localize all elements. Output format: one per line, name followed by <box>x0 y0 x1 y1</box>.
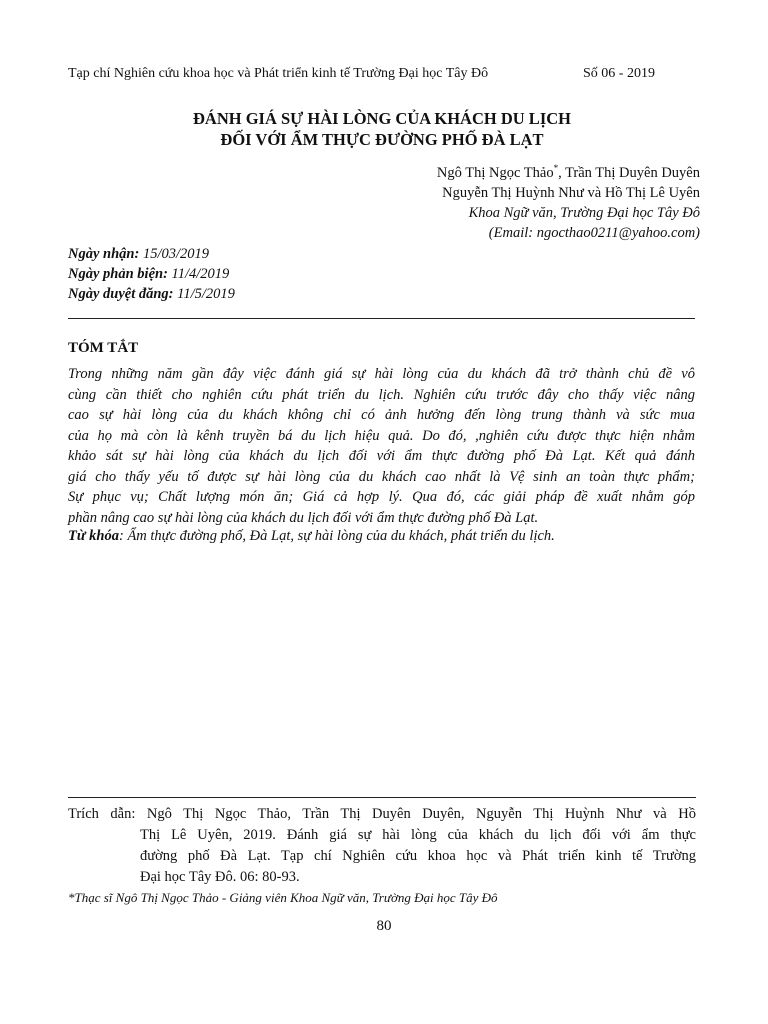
citation <box>68 804 696 888</box>
footnote: *Thạc sĩ Ngô Thị Ngọc Thảo - Giảng viên Khoa Ngữ văn, Trường Đại học Tây Đô <box>68 890 498 905</box>
citation-line: đường phố Đà Lạt. Tạp chí Nghiên cứu khoa học và Phát triển kinh tế Trường <box>140 848 696 864</box>
abstract-heading: TÓM TẮT <box>68 340 139 356</box>
citation-line: Trích dẫn: Ngô Thị Ngọc Thảo, Trần Thị Duyên Duyên, Nguyễn Thị Huỳnh Như và Hồ <box>68 806 696 822</box>
author-second: , Trần Thị Duyên Duyên <box>558 164 700 181</box>
article-dates <box>68 244 235 304</box>
footer-divider <box>68 797 696 798</box>
abstract-line: Trong những năm gần đây việc đánh giá sự hài lòng của du khách đã trở thành chủ đề vô <box>68 366 695 382</box>
citation-line: Đại học Tây Đô. 06: 80-93. <box>140 869 300 885</box>
abstract-line: cùng cần thiết cho nghiên cứu phát triển du lịch. Nghiên cứu trước đây cho thấy việc nâng <box>68 386 695 403</box>
abstract-line: của họ mà còn là kênh truyền bá du lịch hiệu quả. Do đó, ,nghiên cứu được thực hiện nhằm <box>68 427 695 444</box>
abstract-line: phần nâng cao sự hài lòng của khách du lịch đối với ẩm thực đường phố Đà Lạt. <box>68 509 539 526</box>
author-email: (Email: ngocthao0211@yahoo.com) <box>488 224 700 241</box>
author-first: Ngô Thị Ngọc Thảo <box>436 164 554 181</box>
keywords <box>68 528 695 545</box>
citation-line: Thị Lê Uyên, 2019. Đánh giá sự hài lòng của khách du lịch đối với ẩm thực <box>140 827 696 843</box>
date-received-label: Ngày nhận: <box>68 246 140 262</box>
abstract-line: giá cho thấy yếu tố được sự hài lòng của du khách cao nhất là Vệ sinh an toàn thực phẩm; <box>68 468 695 485</box>
author-block <box>437 158 700 243</box>
date-reviewed <box>68 264 235 284</box>
running-header <box>68 66 655 82</box>
date-reviewed-value: 11/4/2019 <box>167 266 230 282</box>
date-accepted-value: 11/5/2019 <box>173 286 235 302</box>
journal-name: Tạp chí Nghiên cứu khoa học và Phát triển kinh tế Trường Đại học Tây Đô <box>68 66 489 81</box>
keywords-label: Từ khóa <box>68 528 119 544</box>
title-line-2: ĐỐI VỚI ẨM THỰC ĐƯỜNG PHỐ ĐÀ LẠT <box>220 130 544 149</box>
date-received-value: 15/03/2019 <box>139 246 209 262</box>
issue-number: Số 06 - 2019 <box>583 66 655 81</box>
date-accepted <box>68 284 235 304</box>
authors-line-2: Nguyễn Thị Huỳnh Như và Hồ Thị Lê Uyên <box>442 184 700 201</box>
date-received <box>68 244 235 264</box>
abstract-line: khảo sát sự hài lòng của khách du lịch đối với ẩm thực đường phố Đà Lạt. Kết quả đánh <box>68 448 695 464</box>
title-line-1: ĐÁNH GIÁ SỰ HÀI LÒNG CỦA KHÁCH DU LỊCH <box>192 109 571 128</box>
keywords-text: : Ẩm thực đường phố, Đà Lạt, sự hài lòng của du khách, phát triển du lịch. <box>118 528 555 544</box>
section-divider <box>68 318 695 319</box>
authors-line-1 <box>437 158 700 183</box>
abstract-line: Sự phục vụ; Chất lượng món ăn; Giá cả hợp lý. Qua đó, các giải pháp đề xuất nhằm góp <box>68 489 695 505</box>
page-number: 80 <box>376 918 392 934</box>
affiliation: Khoa Ngữ văn, Trường Đại học Tây Đô <box>468 204 700 221</box>
paper-title <box>68 108 696 150</box>
abstract-line: cao sự hài lòng của du khách không chỉ có ảnh hưởng đến lòng trung thành và sức mua <box>68 407 695 423</box>
date-reviewed-label: Ngày phản biện: <box>68 266 168 282</box>
corresponding-mark: * <box>553 163 559 173</box>
abstract-body <box>68 364 695 528</box>
date-accepted-label: Ngày duyệt đăng: <box>68 286 174 302</box>
